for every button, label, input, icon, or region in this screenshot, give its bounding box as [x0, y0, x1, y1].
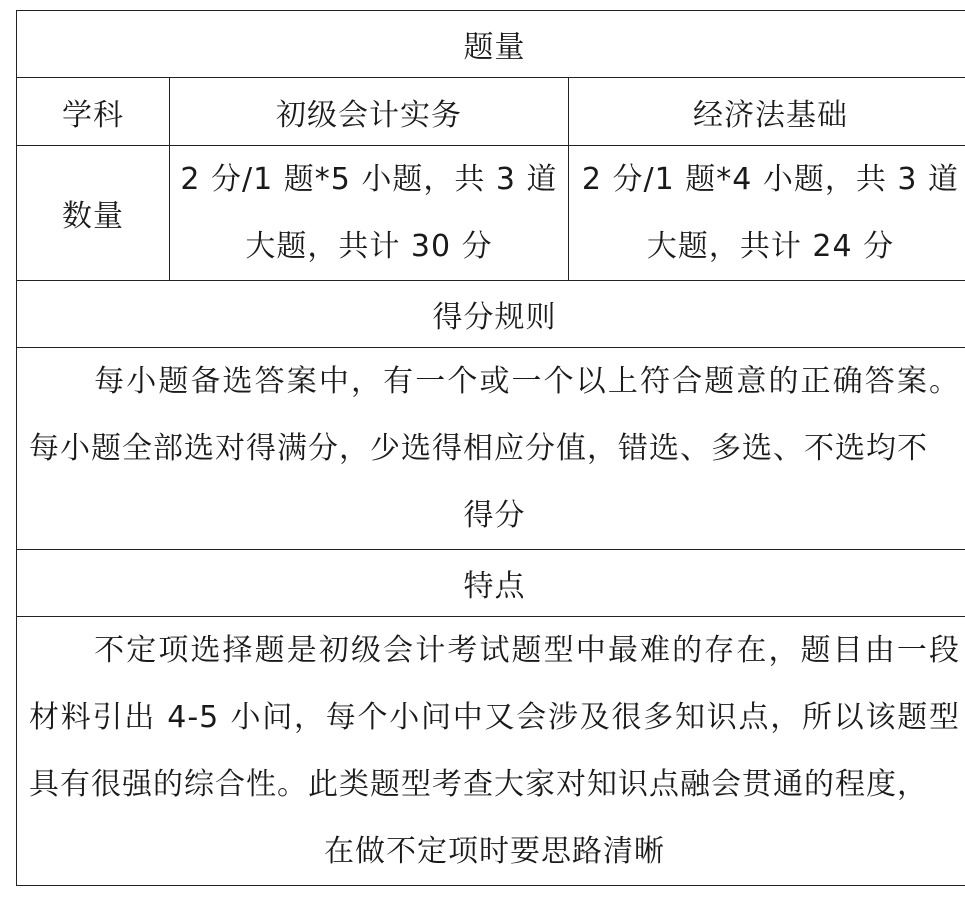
rules-title-cell	[17, 281, 965, 348]
count-2-cell	[569, 146, 965, 281]
features-text-cell	[17, 617, 965, 886]
rules-title-row	[17, 281, 965, 348]
subject-1: 初级会计实务	[276, 97, 462, 133]
exam-info-table	[16, 10, 965, 886]
features-title-cell	[17, 550, 965, 617]
features-paragraph	[17, 617, 965, 885]
amount-title-row	[17, 11, 965, 78]
count-row	[17, 146, 965, 281]
count-2-line2: 大题，共计 24 分	[646, 229, 895, 264]
rules-text-last: 得分	[463, 498, 526, 533]
count-1-line2: 大题，共计 30 分	[245, 229, 493, 264]
count-1-line1: 2 分/1 题*5 小题，共 3 道	[180, 162, 558, 197]
features-text-row	[17, 617, 965, 886]
rules-paragraph	[17, 348, 965, 549]
features-text-main: 不定项选择题是初级会计考试题型中最难的存在，题目由一段材料引出 4-5 小问，每个小问中又会涉及很多知识点，所以该题型具有很强的综合性。此类题型考查大家对知识点融会贯通的程度，	[29, 633, 960, 802]
rules-text-cell	[17, 348, 965, 550]
rules-text-row	[17, 348, 965, 550]
subject-1-cell	[170, 78, 569, 146]
subject-row	[17, 78, 965, 146]
subject-label: 学科	[62, 97, 124, 133]
amount-title-cell	[17, 11, 965, 78]
features-text-last: 在做不定项时要思路清晰	[324, 834, 665, 869]
subject-2: 经济法基础	[693, 97, 848, 133]
features-title: 特点	[463, 569, 526, 604]
amount-title: 题量	[463, 30, 526, 65]
features-title-row	[17, 550, 965, 617]
rules-title: 得分规则	[432, 300, 557, 335]
subject-label-cell	[17, 78, 170, 146]
count-label-cell	[17, 146, 170, 281]
count-1-cell	[170, 146, 569, 281]
rules-text-main: 每小题备选答案中，有一个或一个以上符合题意的正确答案。每小题全部选对得满分，少选得相应分值，错选、多选、不选均不	[29, 364, 960, 466]
count-label: 数量	[62, 199, 124, 234]
subject-2-cell	[569, 78, 965, 146]
count-2-line1: 2 分/1 题*4 小题，共 3 道	[581, 162, 960, 197]
